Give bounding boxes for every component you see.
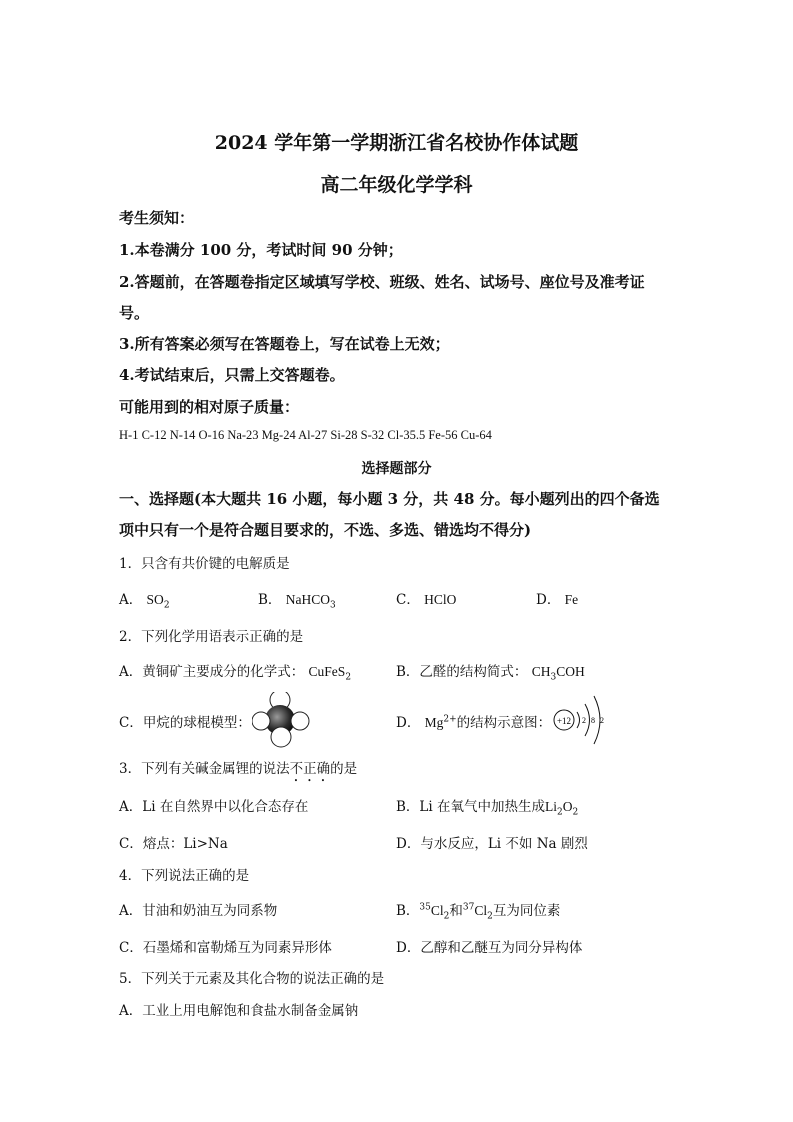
q4-b-and: 和 — [449, 903, 463, 919]
part1-instructions-line1: 一、选择题(本大题共 16 小题，每小题 3 分，共 48 分。每小题列出的四个备选 — [119, 490, 660, 508]
notice-item-2b: 号。 — [119, 304, 150, 322]
q3-option-a: A．Li 在自然界中以化合态存在 — [119, 799, 309, 815]
q4-b-sub1: 2 — [443, 911, 450, 922]
part1-instructions-line2: 项中只有一个是符合题目要求的，不选、多选、错选均不得分) — [119, 521, 532, 539]
q2-option-c — [119, 711, 251, 731]
q2-a-formula: CuFeS — [308, 664, 346, 679]
q3-option-b — [396, 795, 578, 818]
q3-stem-pre: 3．下列有关碱金属锂的说法 — [119, 761, 290, 777]
shell-2-count: 8 — [591, 716, 595, 725]
q2-option-b — [396, 660, 585, 683]
q2-c-text: C．甲烷的球棍模型： — [119, 715, 251, 731]
shell-3-count: 2 — [600, 716, 604, 725]
q1-option-c — [396, 588, 456, 608]
q3-b-o: O — [562, 799, 573, 814]
q1-d-label: D． — [536, 592, 561, 608]
q1-b-sub: 3 — [329, 600, 336, 611]
q4-b-mass1: 35 — [419, 902, 431, 913]
q5-stem: 5．下列关于元素及其化合物的说法正确的是 — [119, 971, 385, 987]
q1-a-label: A． — [119, 592, 143, 608]
q1-d-formula: Fe — [564, 592, 579, 607]
q3-b-li: Li — [545, 799, 557, 814]
q4-option-a: A．甘油和奶油互为同系物 — [119, 903, 278, 919]
q2-b-sub: 3 — [550, 672, 557, 683]
q1-b-label: B． — [258, 592, 282, 608]
q3-option-c: C．熔点：Li>Na — [119, 836, 228, 852]
nucleus-charge: +12 — [556, 716, 572, 726]
shell-1-count: 2 — [582, 716, 586, 725]
q4-stem: 4．下列说法正确的是 — [119, 868, 250, 884]
notice-item-3: 3.所有答案必须写在答题卷上，写在试卷上无效； — [119, 335, 450, 353]
q1-a-formula: SO — [146, 592, 164, 607]
q1-c-label: C． — [396, 592, 420, 608]
q3-stem-emphasis: 不正确 — [289, 761, 331, 777]
notice-item-4: 4.考试结束后，只需上交答题卷。 — [119, 366, 345, 384]
q4-option-c: C．石墨烯和富勒烯互为同素异形体 — [119, 940, 332, 956]
q2-d-ion: Mg — [424, 715, 444, 730]
q2-b-formula-post: COH — [556, 664, 585, 679]
exam-title: 2024 学年第一学期浙江省名校协作体试题 — [214, 132, 579, 154]
q2-a-text: A．黄铜矿主要成分的化学式： — [119, 664, 305, 680]
q4-b-label: B． — [396, 903, 420, 919]
atomic-mass-heading: 可能用到的相对原子质量： — [119, 398, 300, 416]
q4-b-cl1: Cl — [430, 903, 444, 918]
q2-option-d — [396, 711, 551, 731]
section-title: 选择题部分 — [361, 461, 432, 477]
mg-ion-structure-diagram — [552, 692, 612, 748]
q1-c-formula: HClO — [424, 592, 457, 607]
atomic-mass-list: H-1 C-12 N-14 O-16 Na-23 Mg-24 Al-27 Si-28 S-32 Cl-35.5 Fe-56 Cu-64 — [119, 428, 492, 442]
q1-option-b — [258, 588, 336, 611]
q1-a-sub: 2 — [163, 600, 170, 611]
q4-b-cl2: Cl — [474, 903, 488, 918]
q4-option-b — [396, 899, 560, 922]
notice-heading: 考生须知： — [119, 209, 195, 227]
q4-b-sub2: 2 — [487, 911, 493, 922]
q3-option-d: D．与水反应，Li 不如 Na 剧烈 — [396, 836, 588, 852]
q1-option-a — [119, 588, 170, 611]
q3-stem-post: 的是 — [330, 761, 358, 777]
q3-b-sub1: 2 — [557, 807, 563, 818]
q1-option-d — [536, 588, 578, 608]
q2-option-a — [119, 660, 351, 683]
q2-d-label: D． — [396, 715, 421, 731]
q3-b-text: B．Li 在氧气中加热生成 — [396, 799, 545, 815]
q2-b-formula-pre: CH — [531, 664, 551, 679]
q4-option-d: D．乙醇和乙醚互为同分异构体 — [396, 940, 583, 956]
q4-b-mass2: 37 — [462, 902, 475, 913]
q2-d-after: 的结构示意图： — [456, 715, 552, 731]
q4-b-rest: 互为同位素 — [492, 903, 561, 919]
q3-b-sub2: 2 — [572, 807, 579, 818]
notice-item-1: 1.本卷满分 100 分，考试时间 90 分钟； — [119, 241, 403, 259]
q2-b-text: B．乙醛的结构简式： — [396, 664, 528, 680]
q2-a-sub: 2 — [345, 672, 352, 683]
q1-stem: 1．只含有共价键的电解质是 — [119, 556, 290, 572]
q1-b-formula: NaHCO — [285, 592, 330, 607]
notice-item-2a: 2.答题前，在答题卷指定区域填写学校、班级、姓名、试场号、座位号及准考证 — [119, 273, 645, 291]
q3-stem — [119, 757, 357, 785]
q2-stem: 2．下列化学用语表示正确的是 — [119, 629, 304, 645]
q5-option-a: A．工业上用电解饱和食盐水制备金属钠 — [119, 1003, 359, 1019]
exam-subtitle: 高二年级化学学科 — [320, 174, 473, 196]
q2-d-charge: 2+ — [443, 714, 457, 725]
methane-ball-stick-model — [252, 692, 312, 748]
